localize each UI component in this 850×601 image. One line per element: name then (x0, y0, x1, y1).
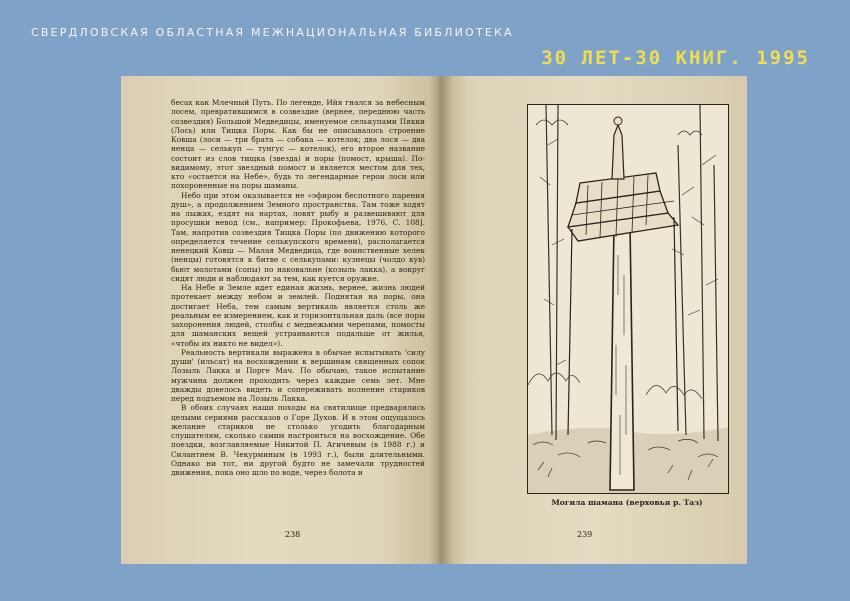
paragraph: На Небе и Земле идет единая жизнь, вернее, жизнь людей протекает между небом и землей. Поднятая на поры, она достигает Неба, тем самым вертикаль является столь же реальным ее измерением, как и горизонтальная даль (все поры захоронения людей, столбы с медвежьими черепами, помосты для шаманских вещей устраиваются подальше от жилья, «чтобы их никто не видел»). (171, 283, 425, 348)
illustration-caption: Могила шамана (верховья р. Таз) (551, 498, 703, 507)
shaman-grave-illustration (527, 104, 729, 494)
paragraph: Реальность вертикали выражена в обычае испытывать 'силу души' (ильсат) на восхождении к вершинам священных сопок Лозыль Лакка и Порге Мач. По обычаю, такое испытание мужчина должен проходить через каждые семь лет. Мне дважды довелось видеть и сопереживать волнение стариков перед подъемом на Лозыль Лакка. (171, 347, 425, 403)
left-page (121, 76, 439, 564)
page-number-right: 239 (577, 530, 593, 539)
series-title: 30 ЛЕТ-30 КНИГ. 1995 (541, 47, 810, 69)
paragraph: бесах как Млечный Путь. По легенде, Ийя гнался за небесным лосем, превратившимся в созвездие (вернее, переднюю часть созвездия) Большой Медведицы, именуемое селькупами Пякки (Лось) или Тищка Поры. Как бы не описывалось строение Ковша (лоси — три брата — собака — котелок; два лося — два ненца — селькуп — тунгус — котелок), его второе название состоит из слов тищка (звезда) и поры (помост, крыша). По-видимому, этот звездный помост и является местом для тех, кто «остается на Небе», будь то легендарные герои лоси или похороненные на поры шаманы. (171, 98, 425, 191)
paragraph: В обоих случаях наши походы на святилище предварялись целыми сериями рассказов о Горе Духов. И в этом ощущалось желание стариков не столько угодить благодарным слушателям, сколько самим настроиться на восхождение. Обе поездки, возглавляемые Никитой П. Агичевым (в 1988 г.) и Силантием В. Чекурминым (в 1993 г.), были длительными. Однако ни тот, ни другой будто не замечали трудностей движения, пока оно шло по воде, через болота и (171, 403, 425, 477)
book-spread (121, 76, 747, 564)
right-page (439, 76, 747, 564)
library-name: СВЕРДЛОВСКАЯ ОБЛАСТНАЯ МЕЖНАЦИОНАЛЬНАЯ БИБЛИОТЕКА (31, 26, 514, 39)
left-page-text (171, 98, 425, 477)
paragraph: Небо при этом оказывается не «эфиром беспотного парения душ», а продолжением Земного пространства. Там тоже ходят на лыжах, ездят на нартах, ловят рыбу и развешивают для просушки невод (см., например: Прокофьева, 1976. С. 108]. Там, напротив созвездия Тищка Поры (по движению которого определяется течение селькупского времени), располагается ненецкий Ковш — Малая Медведица, где воинственные хелек (ненцы) готовятся к битве с селькупами: кузнецы (чолдо кув) бьют молотами (сопы) по наковальне (козыль лакка), а вокруг сидят люди и наблюдают за тем, как куется оружие. (171, 190, 425, 283)
book-gutter (429, 76, 453, 564)
page-number-left: 238 (285, 530, 301, 539)
